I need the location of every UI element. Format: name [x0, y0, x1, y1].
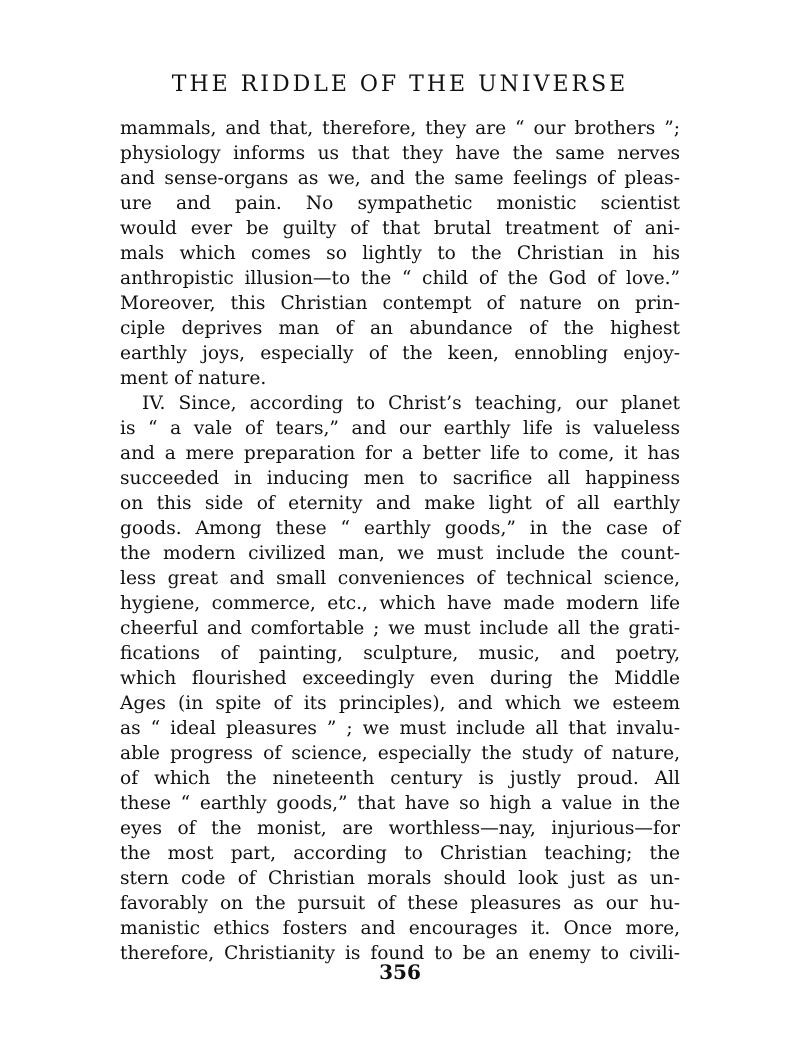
text-line: able progress of science, especially the study of nature, — [120, 743, 680, 764]
text-line: stern code of Christian morals should look just as un- — [120, 868, 680, 889]
text-line: the most part, according to Christian teaching; the — [120, 843, 680, 864]
text-line: of which the nineteenth century is justly proud. All — [120, 768, 680, 789]
text-line: Moreover, this Christian contempt of nature on prin- — [120, 293, 680, 314]
text-line: succeeded in inducing men to sacrifice all happiness — [120, 468, 680, 489]
text-line: therefore, Christianity is found to be an enemy to civili- — [120, 943, 680, 964]
text-line: ciple deprives man of an abundance of the highest — [120, 318, 680, 339]
text-line: as “ ideal pleasures ” ; we must include all that invalu- — [120, 718, 680, 739]
page-number: 356 — [379, 960, 421, 984]
text-line: and a mere preparation for a better life to come, it has — [120, 443, 680, 464]
text-line: is “ a vale of tears,” and our earthly life is valueless — [120, 418, 680, 439]
text-line: anthropistic illusion—to the “ child of the God of love.” — [120, 268, 680, 289]
text-line: favorably on the pursuit of these pleasures as our hu- — [120, 893, 680, 914]
text-line: IV. Since, according to Christ’s teaching, our planet — [142, 393, 680, 414]
text-line: earthly joys, especially of the keen, ennobling enjoy- — [120, 343, 680, 364]
text-line: would ever be guilty of that brutal treatment of ani- — [120, 218, 680, 239]
text-line: physiology informs us that they have the same nerves — [120, 143, 680, 164]
text-line: the modern civilized man, we must include the count- — [120, 543, 680, 564]
text-line: goods. Among these “ earthly goods,” in the case of — [120, 518, 680, 539]
text-line: mammals, and that, therefore, they are “ our brothers ”; — [120, 118, 680, 139]
text-line: fications of painting, sculpture, music, and poetry, — [120, 643, 680, 664]
text-line: hygiene, commerce, etc., which have made modern life — [120, 593, 680, 614]
text-line: mals which comes so lightly to the Christian in his — [120, 243, 680, 264]
text-line: less great and small conveniences of technical science, — [120, 568, 680, 589]
text-line: Ages (in spite of its principles), and which we esteem — [120, 693, 680, 714]
text-line: ure and pain. No sympathetic monistic scientist — [120, 193, 680, 214]
text-line: eyes of the monist, are worthless—nay, injurious—for — [120, 818, 680, 839]
text-line: and sense-organs as we, and the same feelings of pleas- — [120, 168, 680, 189]
text-line: ment of nature. — [120, 368, 267, 389]
body-text — [120, 116, 680, 966]
text-line: these “ earthly goods,” that have so high a value in the — [120, 793, 680, 814]
running-head: THE RIDDLE OF THE UNIVERSE — [171, 72, 629, 97]
text-line: which flourished exceedingly even during the Middle — [120, 668, 680, 689]
text-line: manistic ethics fosters and encourages it. Once more, — [120, 918, 680, 939]
text-line: cheerful and comfortable ; we must include all the grati- — [120, 618, 680, 639]
text-line: on this side of eternity and make light of all earthly — [120, 493, 680, 514]
